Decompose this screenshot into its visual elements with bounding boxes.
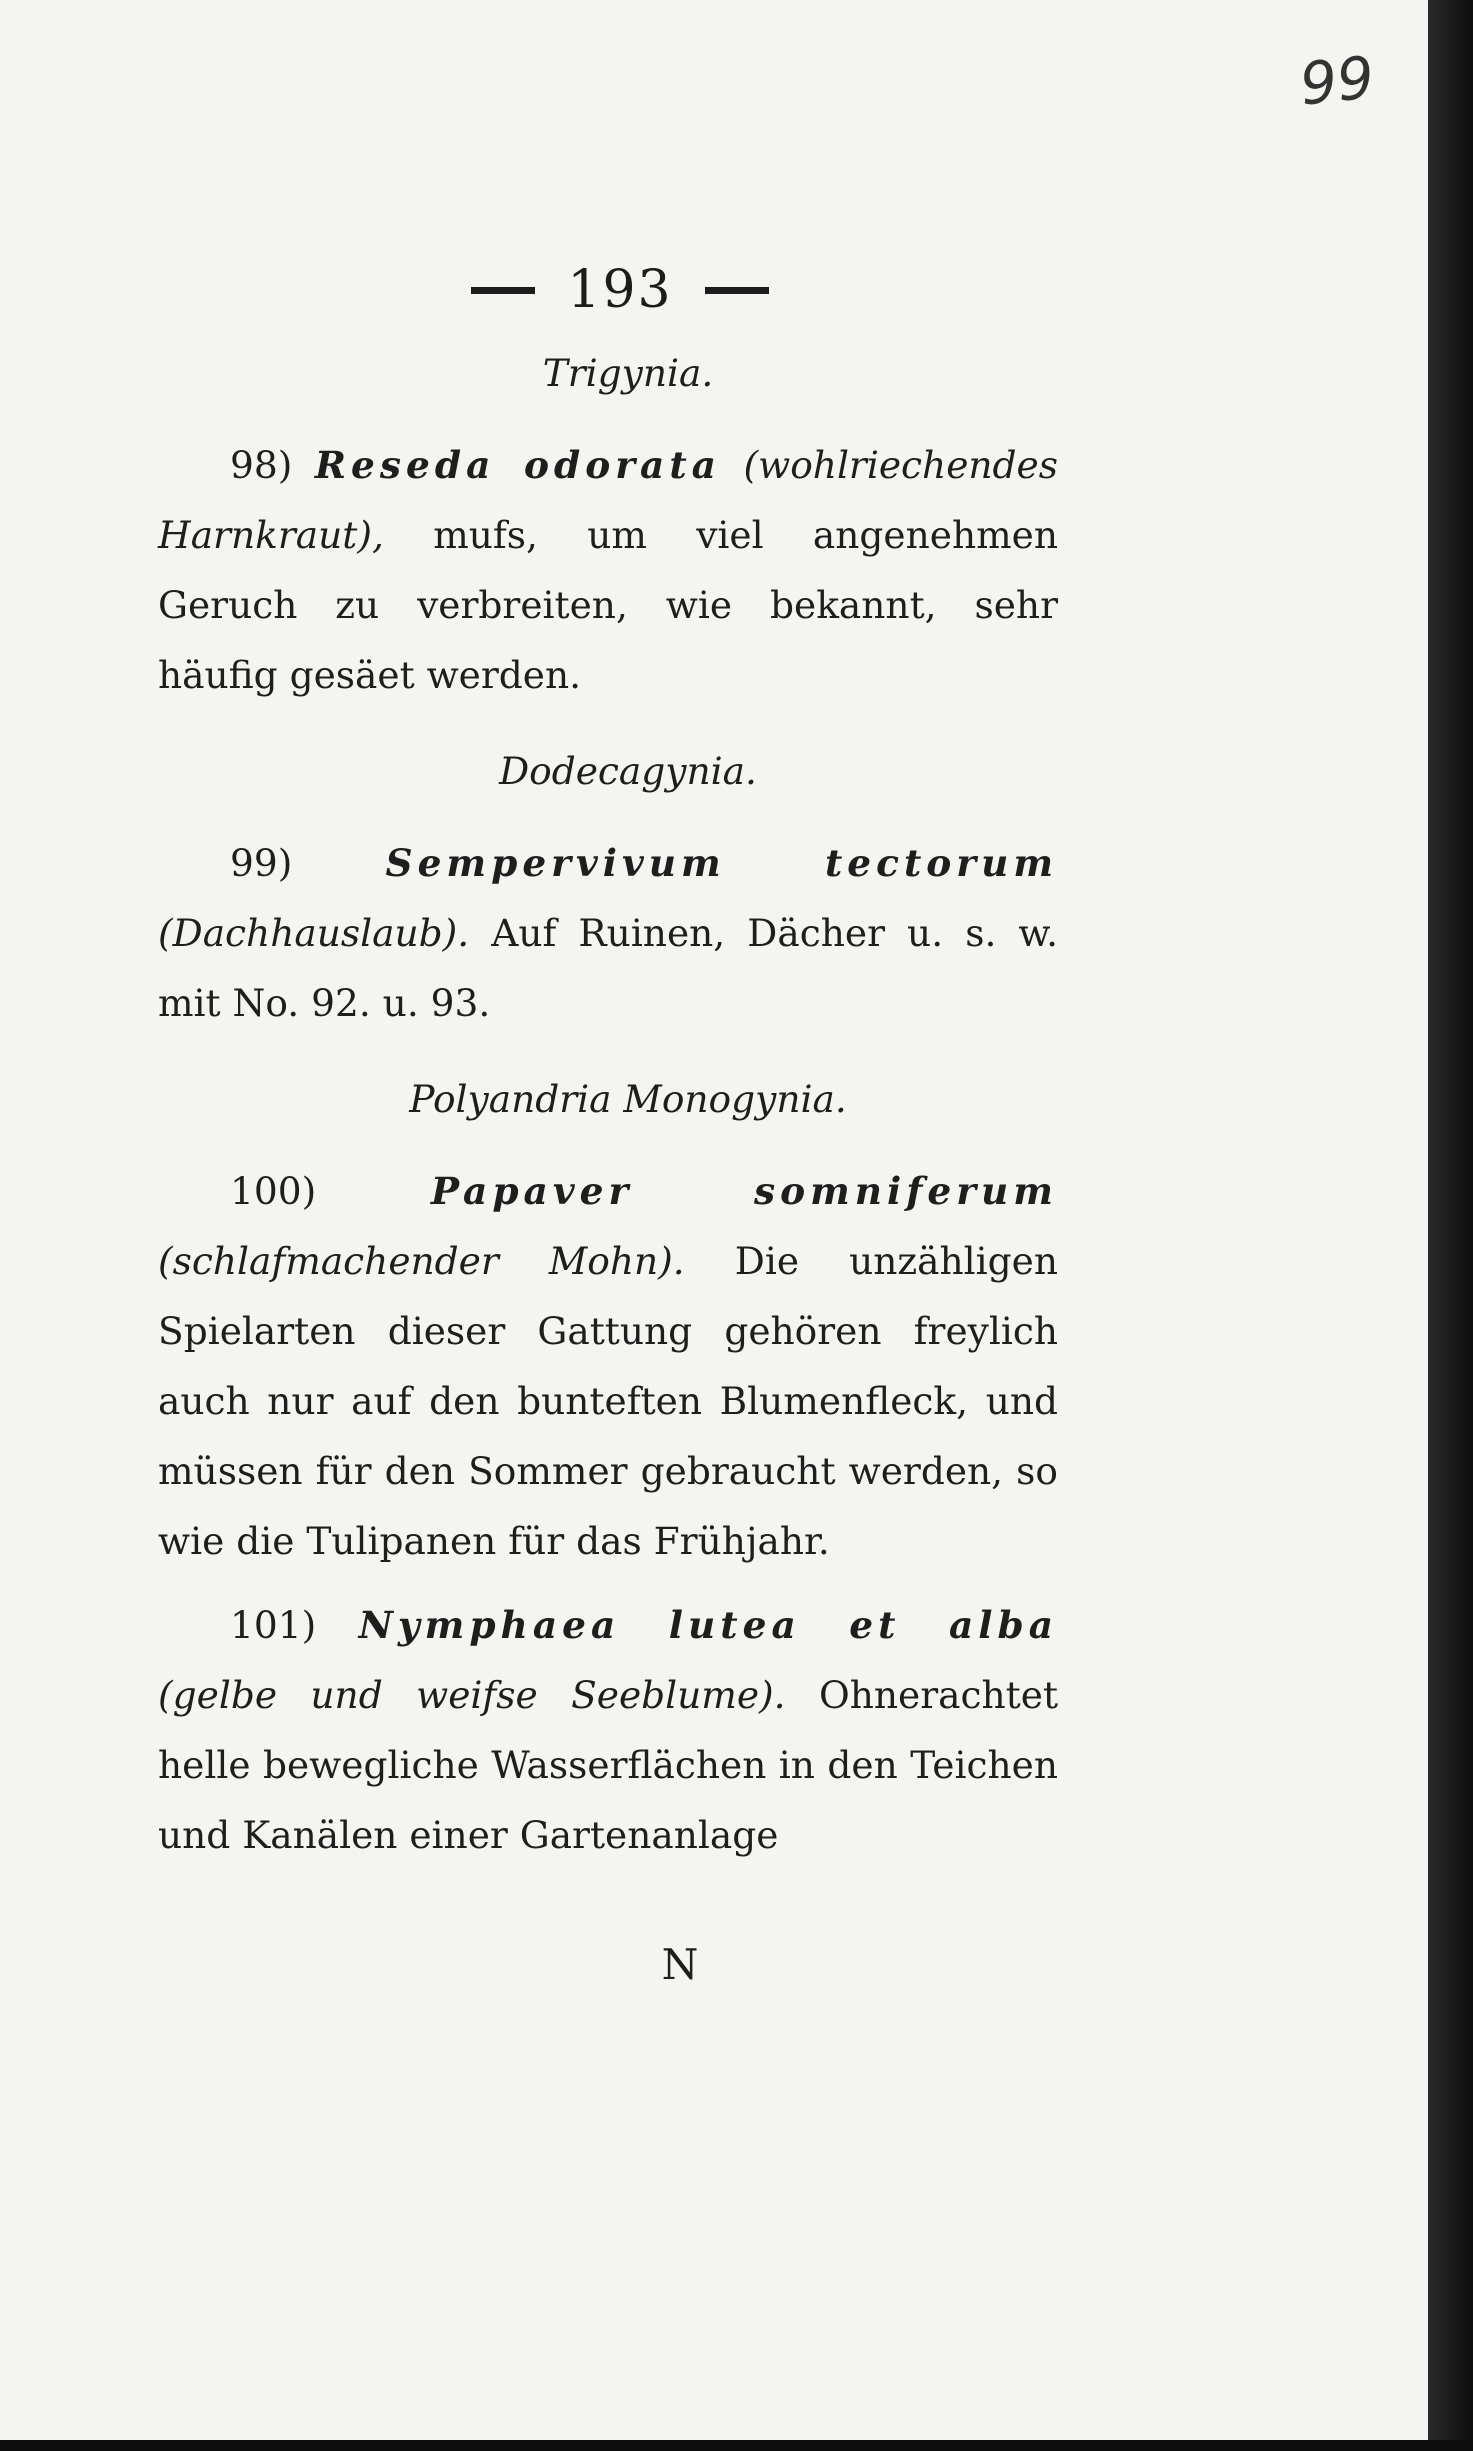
common-name: (schlafmachender Mohn). bbox=[158, 1239, 685, 1283]
entry-text: Die unzähligen Spielarten dieser Gattung gehören freylich auch nur auf den bunteften Blumenfleck, und müssen für den Sommer gebraucht werden, so wie die Tulipanen für das Frühjahr. bbox=[158, 1239, 1059, 1563]
signature-mark: N bbox=[661, 1940, 699, 1989]
common-name: (wohlriechendes Harnkraut), bbox=[158, 443, 1058, 557]
entry-100 bbox=[158, 1156, 1058, 1576]
entry-101 bbox=[158, 1590, 1058, 1870]
common-name: (Dachhauslaub). bbox=[158, 911, 470, 955]
latin-name: Sempervivum tectorum bbox=[385, 841, 1059, 885]
section-heading-dodecagynia: Dodecagynia. bbox=[499, 749, 757, 793]
entry-text: mufs, um viel angenehmen Geruch zu verbreiten, wie bekannt, sehr häufig gesäet werden. bbox=[158, 513, 1059, 697]
section-heading-polyandria-monogynia: Polyandria Monogynia. bbox=[409, 1077, 847, 1121]
entry-number: 100) bbox=[230, 1169, 317, 1213]
latin-name: Papaver somniferum bbox=[430, 1169, 1058, 1213]
entry-99 bbox=[158, 828, 1058, 1038]
entry-number: 99) bbox=[230, 841, 293, 885]
page-number: 193 bbox=[567, 260, 673, 320]
page-header bbox=[400, 255, 840, 325]
entry-text: Auf Ruinen, Dächer u. s. w. mit No. 92. u. 93. bbox=[158, 911, 1059, 1025]
entry-number: 101) bbox=[230, 1603, 317, 1647]
handwritten-page-number: 99 bbox=[1296, 43, 1378, 119]
header-dash-right bbox=[705, 287, 769, 294]
scan-edge-right bbox=[1428, 0, 1473, 2451]
header-dash-left bbox=[471, 287, 535, 294]
common-name: (gelbe und weifse Seeblume). bbox=[158, 1673, 786, 1717]
entry-text: Ohnerachtet helle bewegliche Wasserflächen in den Teichen und Kanälen einer Gartenanlage bbox=[158, 1673, 1059, 1857]
body-text bbox=[158, 338, 1058, 1870]
entry-number: 98) bbox=[230, 443, 293, 487]
entry-98 bbox=[158, 430, 1058, 710]
scan-edge-bottom bbox=[0, 2440, 1473, 2451]
latin-name: Reseda odorata bbox=[314, 443, 721, 487]
section-heading-trigynia: Trigynia. bbox=[542, 351, 714, 395]
latin-name: Nymphaea lutea et alba bbox=[358, 1603, 1059, 1647]
